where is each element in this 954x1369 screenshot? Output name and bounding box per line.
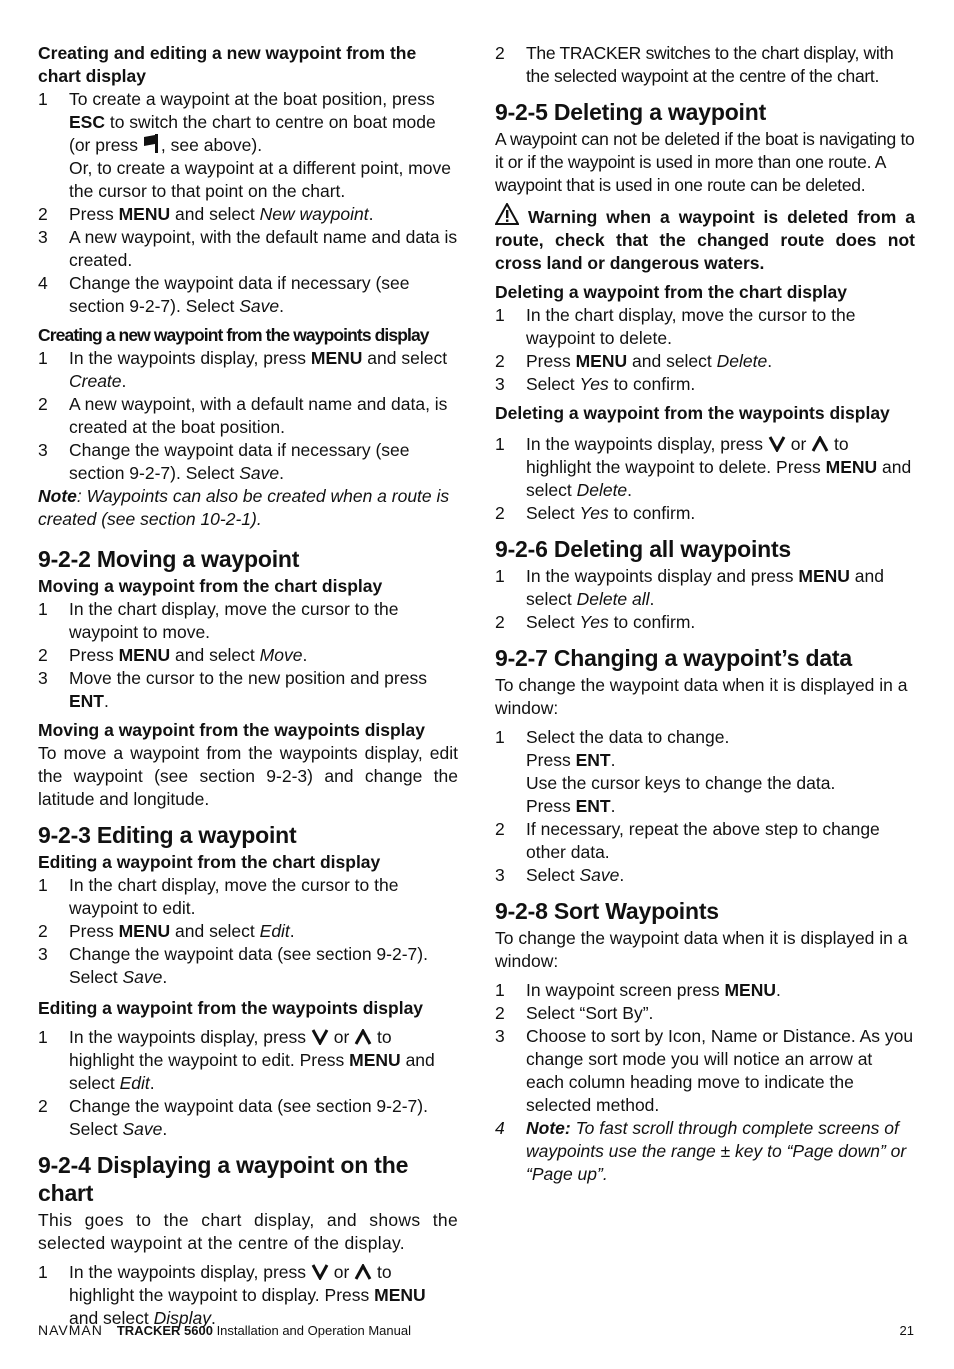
section-title-922: 9-2-2 Moving a waypoint (38, 546, 300, 572)
footer-title: Installation and Operation Manual (212, 1322, 411, 1338)
heading-move-waypoints: Moving a waypoint from the waypoints display (38, 720, 425, 740)
list-item: 2 Press MENU and select Move. (38, 645, 308, 665)
list-item: 1 In the chart display, move the cursor to the waypoint to move. (38, 599, 399, 642)
warning: Warning when a waypoint is deleted from a route, check that the changed route does not cross land or dangerous waters. (495, 203, 915, 275)
heading-move-chart: Moving a waypoint from the chart display (38, 576, 383, 596)
section-title-927: 9-2-7 Changing a waypoint’s data (495, 645, 852, 671)
heading-edit-waypoints: Editing a waypoint from the waypoints display (38, 998, 424, 1018)
down-arrow-icon (311, 1029, 329, 1045)
list-item: 1 In the chart display, move the cursor to the waypoint to delete. (495, 305, 856, 348)
list-item: 1 Select the data to change. Press ENT. Use the cursor keys to change the data. Press ENT. (495, 727, 836, 816)
section-title-923: 9-2-3 Editing a waypoint (38, 822, 297, 848)
list-item: 1 In the waypoints display, press or to highlight the waypoint to display. Press MENU and select Display. (38, 1262, 426, 1328)
list-item: 2 Select Yes to confirm. (495, 503, 696, 523)
list-item: 2 Press MENU and select Delete. (495, 351, 773, 371)
waypoint-flag-icon (143, 134, 161, 153)
list-item: 1 In waypoint screen press MENU. (495, 980, 781, 1000)
heading-delete-waypoints: Deleting a waypoint from the waypoints display (495, 403, 890, 423)
down-arrow-icon (768, 436, 786, 452)
list-item: 2 Press MENU and select Edit. (38, 921, 295, 941)
list-item: 4 Change the waypoint data if necessary (see section 9-2-7). Select Save. (38, 273, 410, 316)
list-item: 3 Choose to sort by Icon, Name or Distance. As you change sort mode you will notice an arrow at each column heading move to indicate the selected method. (495, 1026, 914, 1115)
section-title-924: 9-2-4 Displaying a waypoint on the chart (38, 1152, 409, 1206)
list-item: 3 Change the waypoint data if necessary (see section 9-2-7). Select Save. (38, 440, 410, 483)
list-item: 2 Select Yes to confirm. (495, 612, 696, 632)
up-arrow-icon (354, 1029, 372, 1045)
page-number: 21 (899, 1322, 914, 1338)
list-item: 2 Press MENU and select New waypoint. (38, 204, 374, 224)
list-item: 2 The TRACKER switches to the chart display, with the selected waypoint at the centre of the chart. (495, 43, 894, 86)
page-footer (38, 1320, 914, 1340)
list-item: 1 In the chart display, move the cursor to the waypoint to edit. (38, 875, 399, 918)
list-item: 3 Move the cursor to the new position and press ENT. (38, 668, 427, 711)
list-item: 3 A new waypoint, with the default name and data is created. (38, 227, 458, 270)
up-arrow-icon (811, 436, 829, 452)
section-title-925: 9-2-5 Deleting a waypoint (495, 99, 767, 125)
paragraph: To change the waypoint data when it is displayed in a window: (495, 928, 908, 971)
left-column (38, 42, 458, 1330)
paragraph: To move a waypoint from the waypoints display, edit the waypoint (see section 9-2-3) and change the latitude and longitude. (38, 743, 458, 809)
list-item: 2 Change the waypoint data (see section 9-2-7). Select Save. (38, 1096, 428, 1139)
paragraph: This goes to the chart display, and shows the selected waypoint at the centre of the display. (38, 1210, 458, 1253)
warning-triangle-icon (495, 203, 519, 225)
list-item: 2 Select “Sort By”. (495, 1003, 654, 1023)
down-arrow-icon (311, 1264, 329, 1280)
heading-create-waypoints: Creating a new waypoint from the waypoints display (38, 325, 429, 345)
list-item: 2 A new waypoint, with a default name and data, is created at the boat position. (38, 394, 448, 437)
footer-model: TRACKER 5600 (116, 1322, 213, 1338)
list-item: 1 In the waypoints display, press or to highlight the waypoint to edit. Press MENU and select Edit. (38, 1027, 435, 1093)
heading-create-chart: Creating and editing a new waypoint from the chart display (38, 43, 417, 86)
list-item: 1 In the waypoints display, press or to highlight the waypoint to delete. Press MENU and select Delete. (495, 434, 912, 500)
list-item: 2 If necessary, repeat the above step to change other data. (495, 819, 880, 862)
brand-logo: NAVMAN (38, 1322, 103, 1338)
list-item: 1 To create a waypoint at the boat position, press ESC to switch the chart to centre on boat mode (or press , see above). Or, to create a waypoint at a different point, move the cursor to that point on the chart. (38, 89, 451, 201)
paragraph: A waypoint can not be deleted if the boat is navigating to it or if the waypoint is used in more than one route. A waypoint that is used in one route can be deleted. (495, 129, 915, 195)
heading-edit-chart: Editing a waypoint from the chart display (38, 852, 381, 872)
section-title-926: 9-2-6 Deleting all waypoints (495, 536, 792, 562)
paragraph: To change the waypoint data when it is displayed in a window: (495, 675, 908, 718)
up-arrow-icon (354, 1264, 372, 1280)
list-item: 3 Change the waypoint data (see section 9-2-7). Select Save. (38, 944, 428, 987)
section-title-928: 9-2-8 Sort Waypoints (495, 898, 719, 924)
list-item: 3 Select Save. (495, 865, 625, 885)
list-item: 4 Note: To fast scroll through complete screens of waypoints use the range ± key to “Page down” or “Page up”. (495, 1118, 907, 1184)
list-item: 1 In the waypoints display, press MENU and select Create. (38, 348, 448, 391)
list-item: 3 Select Yes to confirm. (495, 374, 696, 394)
note: Note: Waypoints can also be created when a route is created (see section 10-2-1). (38, 486, 450, 529)
list-item: 1 In the waypoints display and press MENU and select Delete all. (495, 566, 884, 609)
heading-delete-chart: Deleting a waypoint from the chart display (495, 282, 848, 302)
right-column (495, 42, 915, 1186)
